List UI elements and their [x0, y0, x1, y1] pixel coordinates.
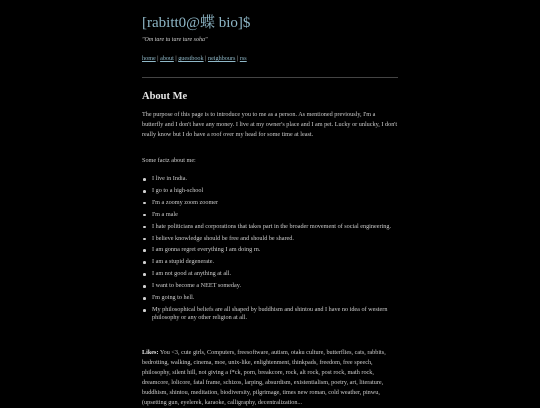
tagline: "Om tare tu tare ture soha" — [142, 37, 208, 43]
list-item — [142, 187, 398, 195]
list-item-text: I am gonna regret everything I am doing rn. — [152, 246, 261, 254]
nav-separator: | — [203, 55, 208, 62]
list-item — [142, 246, 398, 254]
list-item-text: I believe knowledge should be free and should be shared. — [152, 234, 294, 242]
bullet-icon — [143, 309, 146, 312]
likes-label: Likes: — [142, 349, 159, 356]
list-item-text: I am a stupid degenerate. — [152, 258, 215, 266]
bullet-icon — [143, 190, 146, 193]
divider — [142, 77, 398, 78]
nav-link-rss[interactable]: rss — [239, 55, 247, 62]
list-item — [142, 199, 398, 207]
list-item — [142, 258, 398, 266]
intro-paragraph: The purpose of this page is to introduce you to me as a person. As mentioned previously, I'm a butterfly and I don't have any money. I live at my owner's place and I am pet. Lucky or unlucky, I don't really know but I do have a roof over my head for some time at least. — [142, 111, 398, 138]
list-item-text: I'm going to hell. — [152, 294, 195, 302]
nav-separator: | — [155, 55, 161, 62]
list-item-text: I'm a zoomy zoom zoomer — [152, 198, 219, 206]
list-item-text: I am not good at anything at all. — [152, 270, 232, 278]
facts-list — [142, 175, 398, 326]
list-item — [142, 282, 398, 290]
list-item-text: I go to a high-school — [152, 186, 204, 194]
bullet-icon — [143, 214, 146, 217]
list-item-text: I want to become a NEET someday. — [152, 282, 242, 290]
nav-link-guestbook[interactable]: guestbook — [178, 55, 204, 62]
list-item-text: I'm a male — [152, 210, 178, 218]
bullet-icon — [143, 226, 146, 229]
list-item — [142, 270, 398, 278]
nav-separator: | — [235, 55, 240, 62]
list-item — [142, 306, 398, 323]
list-item — [142, 223, 398, 231]
nav-link-home[interactable]: home — [142, 55, 156, 62]
list-item-text: I hate politicians and corporations that takes part in the broader movement of social engineering. — [152, 222, 391, 230]
bullet-icon — [143, 238, 146, 241]
section-heading: About Me — [142, 91, 188, 102]
bullet-icon — [143, 273, 146, 276]
list-item — [142, 211, 398, 219]
nav-separator: | — [173, 55, 179, 62]
list-item — [142, 175, 398, 183]
list-item — [142, 294, 398, 302]
bullet-icon — [143, 285, 146, 288]
list-item-text: I live in India. — [152, 175, 188, 182]
site-title: [rabitt0@蝶 bio]$ — [142, 15, 251, 31]
bullet-icon — [143, 297, 146, 300]
facts-lead: Some factz about me: — [142, 157, 196, 164]
list-item-text: My philosophical beliefs are all shaped by buddhism and shintou and I have no idea of western philosophy or any other religion at all. — [152, 305, 388, 322]
bullet-icon — [143, 178, 146, 181]
bullet-icon — [143, 261, 146, 264]
list-item — [142, 235, 398, 243]
bullet-icon — [143, 249, 146, 252]
likes-text: You <3, cute girls, Computers, freesoftware, autism, otaku culture, butterflies, cats, rabbits, bedrotting, walking, cinema, moe, unix-like, enlightenment, thinkpads, freedom, free speech, philosophy, silent hill, not giving a f*ck, porn, breakcore, rock, alt rock, post rock, math rock, dreamcore, lolicore, fatal frame, schizos, larping, absurdism, existentialism, poetry, art, literature, buddhism, shintou, meditation, biodiversity, pilgrimage, times new roman, cold weather, pinwu, (upsetting gun, eyelerek, karaoke, calligraphy, decentralization... — [142, 349, 386, 406]
nav-bar — [142, 55, 247, 62]
bullet-icon — [143, 202, 146, 205]
nav-link-neighbours[interactable]: neighbours — [207, 55, 236, 62]
likes-paragraph — [142, 348, 398, 408]
nav-link-about[interactable]: about — [160, 55, 174, 62]
